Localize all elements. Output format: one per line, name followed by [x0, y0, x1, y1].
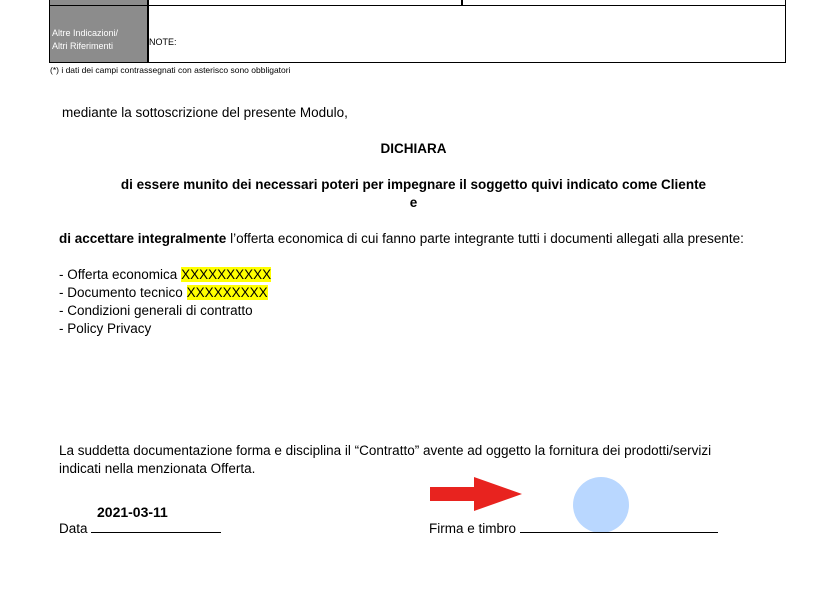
date-field[interactable]: [59, 520, 221, 538]
acceptance-bold: di accettare integralmente: [59, 231, 227, 246]
table-divider: [147, 6, 149, 62]
contract-paragraph-line1: La suddetta documentazione forma e disciplina il “Contratto” avente ad oggetto la fornitura dei prodotti/servizi: [59, 443, 712, 458]
signature-field[interactable]: [429, 520, 718, 538]
intro-text: mediante la sottoscrizione del presente Modulo,: [62, 105, 348, 120]
contract-paragraph-line2: indicati nella menzionata Offerta.: [59, 461, 256, 476]
conjunction-and: e: [409, 195, 418, 210]
date-value: 2021-03-11: [97, 504, 168, 520]
contract-paragraph: [59, 442, 711, 478]
signature-line[interactable]: [520, 520, 718, 533]
list-item: - Policy Privacy: [59, 321, 152, 336]
date-line[interactable]: [91, 520, 221, 533]
acceptance-statement: [59, 230, 744, 248]
notes-field-label: NOTE:: [149, 37, 177, 47]
mandatory-fields-footnote: (*) i dati dei campi contrassegnati con asterisco sono obbligatori: [50, 65, 291, 75]
list-item: - Condizioni generali di contratto: [59, 303, 253, 318]
highlighted-placeholder: XXXXXXXXXX: [181, 267, 272, 282]
declaration-heading: DICHIARA: [380, 141, 447, 156]
other-references-label: [50, 6, 147, 62]
signature-label: Firma e timbro: [429, 521, 517, 536]
other-references-label-line1: Altre Indicazioni/: [52, 28, 119, 38]
other-references-label-line2: Altri Riferimenti: [52, 41, 114, 51]
acceptance-rest: l’offerta economica di cui fanno parte integrante tutti i documenti allegati alla presente:: [226, 231, 744, 246]
form-table-notes-row: [49, 5, 786, 63]
highlighted-placeholder: XXXXXXXXX: [186, 285, 268, 300]
list-item: - Documento tecnico XXXXXXXXX: [59, 285, 268, 300]
powers-statement: di essere munito dei necessari poteri per impegnare il soggetto quivi indicato come Cliente: [120, 177, 707, 192]
date-label: Data: [59, 521, 88, 536]
attached-documents-list: [59, 266, 271, 338]
arrow-right-icon: [430, 477, 522, 511]
list-item: - Offerta economica XXXXXXXXXX: [59, 267, 272, 282]
